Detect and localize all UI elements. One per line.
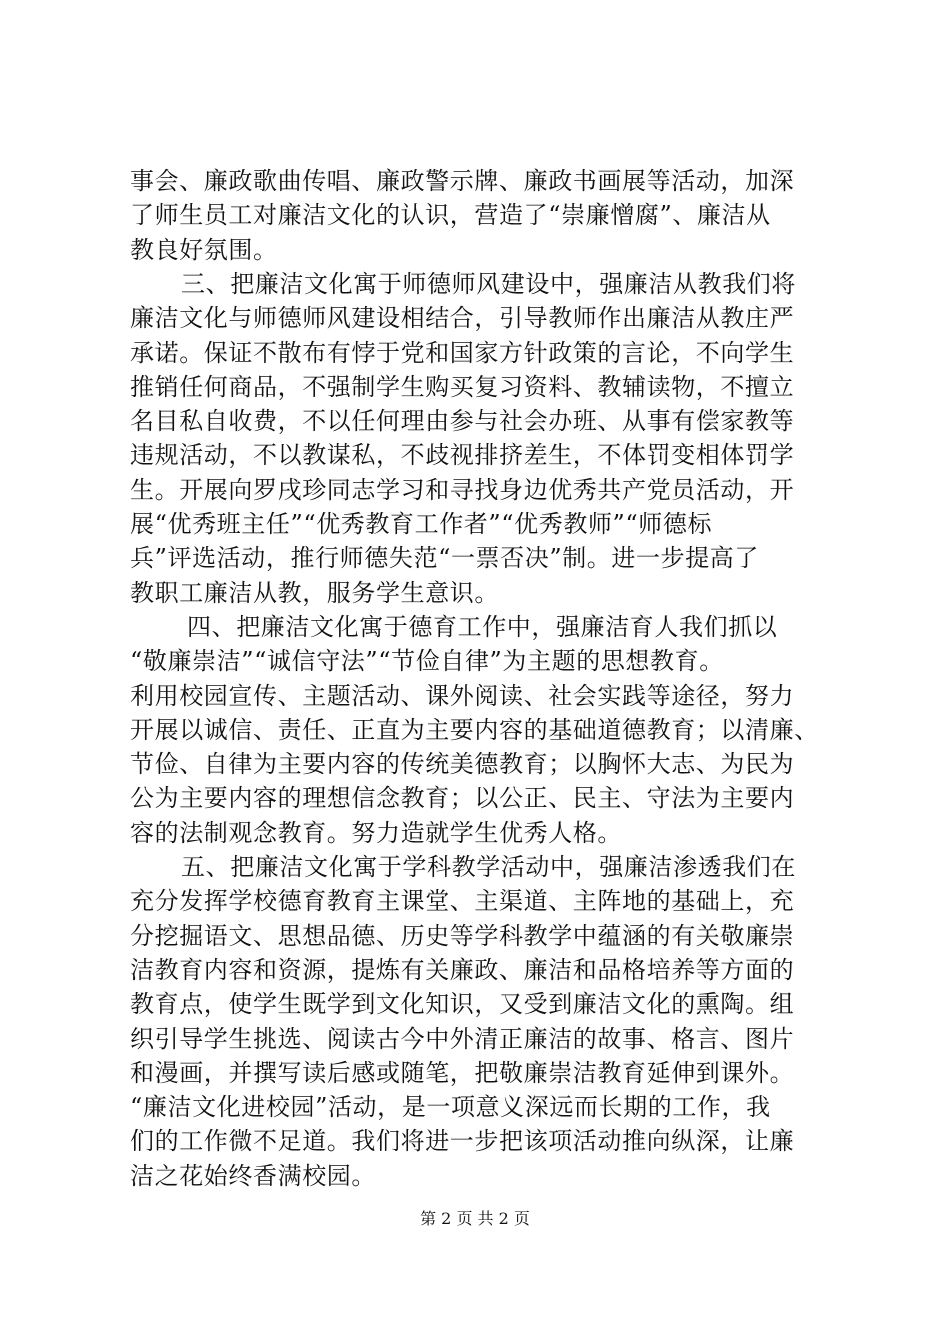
- text-line: 和漫画，并撰写读后感或随笔，把敬廉崇洁教育延伸到课外。: [130, 1058, 795, 1087]
- text-line: 洁教育内容和资源，提炼有关廉政、廉洁和品格培养等方面的: [130, 955, 795, 984]
- text-line: 教良好氛围。: [130, 235, 278, 264]
- page-footer: 第 2 页 共 2 页: [420, 1209, 530, 1228]
- text-line: 分挖掘语文、思想品德、历史等学科教学中蕴涵的有关敬廉崇: [130, 921, 795, 950]
- text-line: 承诺。保证不散布有悖于党和国家方针政策的言论，不向学生: [130, 338, 795, 367]
- text-line: 公为主要内容的理想信念教育；以公正、民主、守法为主要内: [130, 784, 795, 813]
- text-line: 教育点，使学生既学到文化知识，又受到廉洁文化的熏陶。组: [130, 990, 795, 1019]
- text-line: 开展以诚信、责任、正直为主要内容的基础道德教育；以清廉、: [130, 715, 819, 744]
- text-line: 织引导学生挑选、阅读古今中外清正廉洁的故事、格言、图片: [130, 1024, 795, 1053]
- text-line: 容的法制观念教育。努力造就学生优秀人格。: [130, 818, 622, 847]
- text-line: “敬廉崇洁”“诚信守法”“节俭自律”为主题的思想教育。: [130, 647, 724, 676]
- text-line: 廉洁文化与师德师风建设相结合，引导教师作出廉洁从教庄严: [130, 304, 795, 333]
- text-line: 违规活动，不以教谋私，不歧视排挤差生，不体罚变相体罚学: [130, 441, 795, 470]
- text-line: 生。开展向罗戌珍同志学习和寻找身边优秀共产党员活动，开: [130, 475, 795, 504]
- text-line: 五、把廉洁文化寓于学科教学活动中，强廉洁渗透我们在: [181, 853, 796, 881]
- text-line: 利用校园宣传、主题活动、课外阅读、社会实践等途径，努力: [130, 681, 795, 710]
- text-line: 了师生员工对廉洁文化的认识，营造了“崇廉憎腐”、廉洁从: [130, 201, 771, 230]
- text-line: 展“优秀班主任”“优秀教育工作者”“优秀教师”“师德标: [130, 510, 713, 538]
- text-line: 三、把廉洁文化寓于师德师风建设中，强廉洁从教我们将: [181, 269, 796, 298]
- text-line: 推销任何商品，不强制学生购买复习资料、教辅读物，不擅立: [130, 372, 795, 401]
- text-line: 四、把廉洁文化寓于德育工作中，强廉洁育人我们抓以: [187, 612, 778, 641]
- text-line: 名目私自收费，不以任何理由参与社会办班、从事有偿家教等: [130, 407, 795, 436]
- text-line: 充分发挥学校德育教育主课堂、主渠道、主阵地的基础上，充: [130, 887, 795, 916]
- text-line: 事会、廉政歌曲传唱、廉政警示牌、廉政书画展等活动，加深: [130, 167, 795, 195]
- text-line: “廉洁文化进校园”活动，是一项意义深远而长期的工作，我: [130, 1093, 771, 1122]
- text-line: 教职工廉洁从教，服务学生意识。: [130, 578, 499, 607]
- text-line: 节俭、自律为主要内容的传统美德教育；以胸怀大志、为民为: [130, 750, 795, 779]
- text-line: 们的工作微不足道。我们将进一步把该项活动推向纵深，让廉: [130, 1127, 795, 1156]
- text-line: 洁之花始终香满校园。: [130, 1161, 376, 1190]
- text-line: 兵”评选活动，推行师德失范“一票否决”制。进一步提高了: [130, 544, 760, 573]
